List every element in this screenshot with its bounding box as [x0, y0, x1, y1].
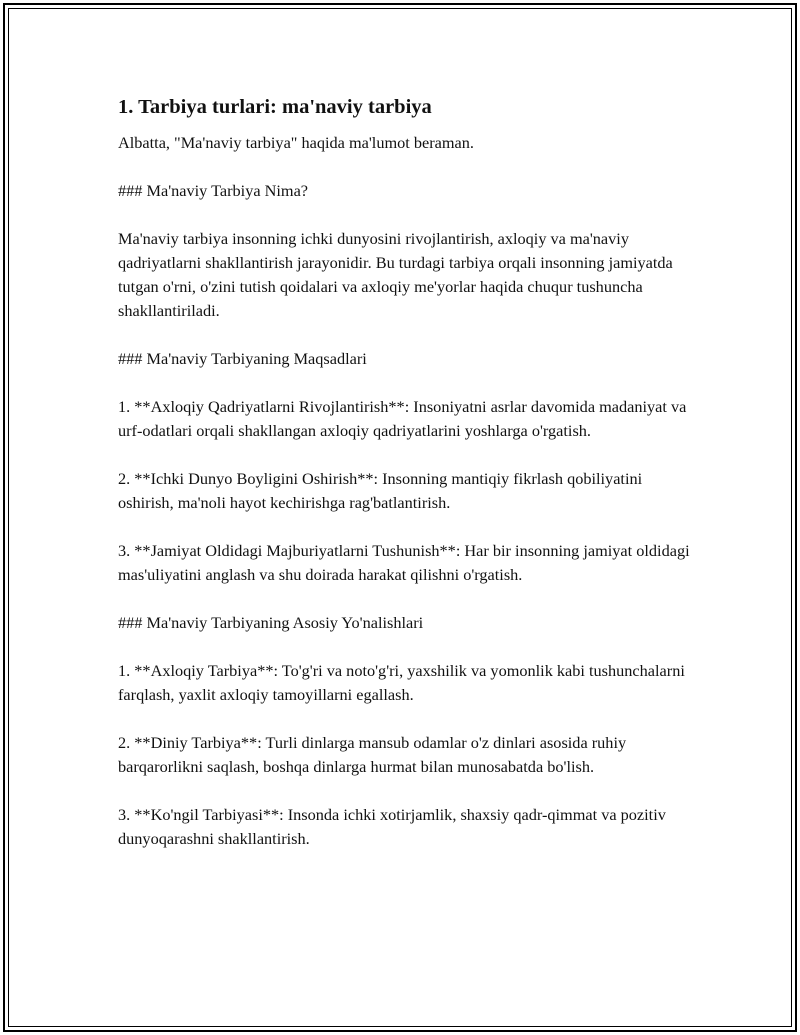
- section-heading-goals: ### Ma'naviy Tarbiyaning Maqsadlari: [118, 349, 367, 368]
- definition-paragraph: Ma'naviy tarbiya insonning ichki dunyosini rivojlantirish, axloqiy va ma'naviy qadriyatlarni shakllantirish jarayonidir. Bu turdagi tarbiya orqali insonning jamiyatda tutgan o'rni, o'zini tutish qoidalari va axloqiy me'yorlar haqida chuqur tushuncha shakllantiriladi.: [118, 229, 673, 320]
- direction-item-2: 2. **Diniy Tarbiya**: Turli dinlarga mansub odamlar o'z dinlari asosida ruhiy barqarorlikni saqlash, boshqa dinlarga hurmat bilan munosabatda bo'lish.: [118, 733, 627, 776]
- intro-paragraph: Albatta, "Ma'naviy tarbiya" haqida ma'lumot beraman.: [118, 133, 474, 152]
- document-title: 1. Tarbiya turlari: ma'naviy tarbiya: [118, 96, 432, 118]
- section-heading-what-is: ### Ma'naviy Tarbiya Nima?: [118, 181, 309, 200]
- section-heading-directions: ### Ma'naviy Tarbiyaning Asosiy Yo'nalishlari: [118, 613, 424, 632]
- document-body: [118, 95, 698, 875]
- direction-item-3: 3. **Ko'ngil Tarbiyasi**: Insonda ichki xotirjamlik, shaxsiy qadr-qimmat va pozitiv dunyoqarashni shakllantirish.: [118, 805, 666, 848]
- goal-item-2: 2. **Ichki Dunyo Boyligini Oshirish**: Insonning mantiqiy fikrlash qobiliyatini oshirish, ma'noli hayot kechirishga rag'batlantirish.: [118, 469, 643, 512]
- goal-item-3: 3. **Jamiyat Oldidagi Majburiyatlarni Tushunish**: Har bir insonning jamiyat oldidagi mas'uliyatini anglash va shu doirada harakat qilishni o'rgatish.: [118, 541, 690, 584]
- direction-item-1: 1. **Axloqiy Tarbiya**: To'g'ri va noto'g'ri, yaxshilik va yomonlik kabi tushunchalarni farqlash, yaxlit axloqiy tamoyillarni egallash.: [118, 661, 685, 704]
- goal-item-1: 1. **Axloqiy Qadriyatlarni Rivojlantirish**: Insoniyatni asrlar davomida madaniyat va urf-odatlari orqali shakllangan axloqiy qadriyatlarini yoshlarga o'rgatish.: [118, 397, 687, 440]
